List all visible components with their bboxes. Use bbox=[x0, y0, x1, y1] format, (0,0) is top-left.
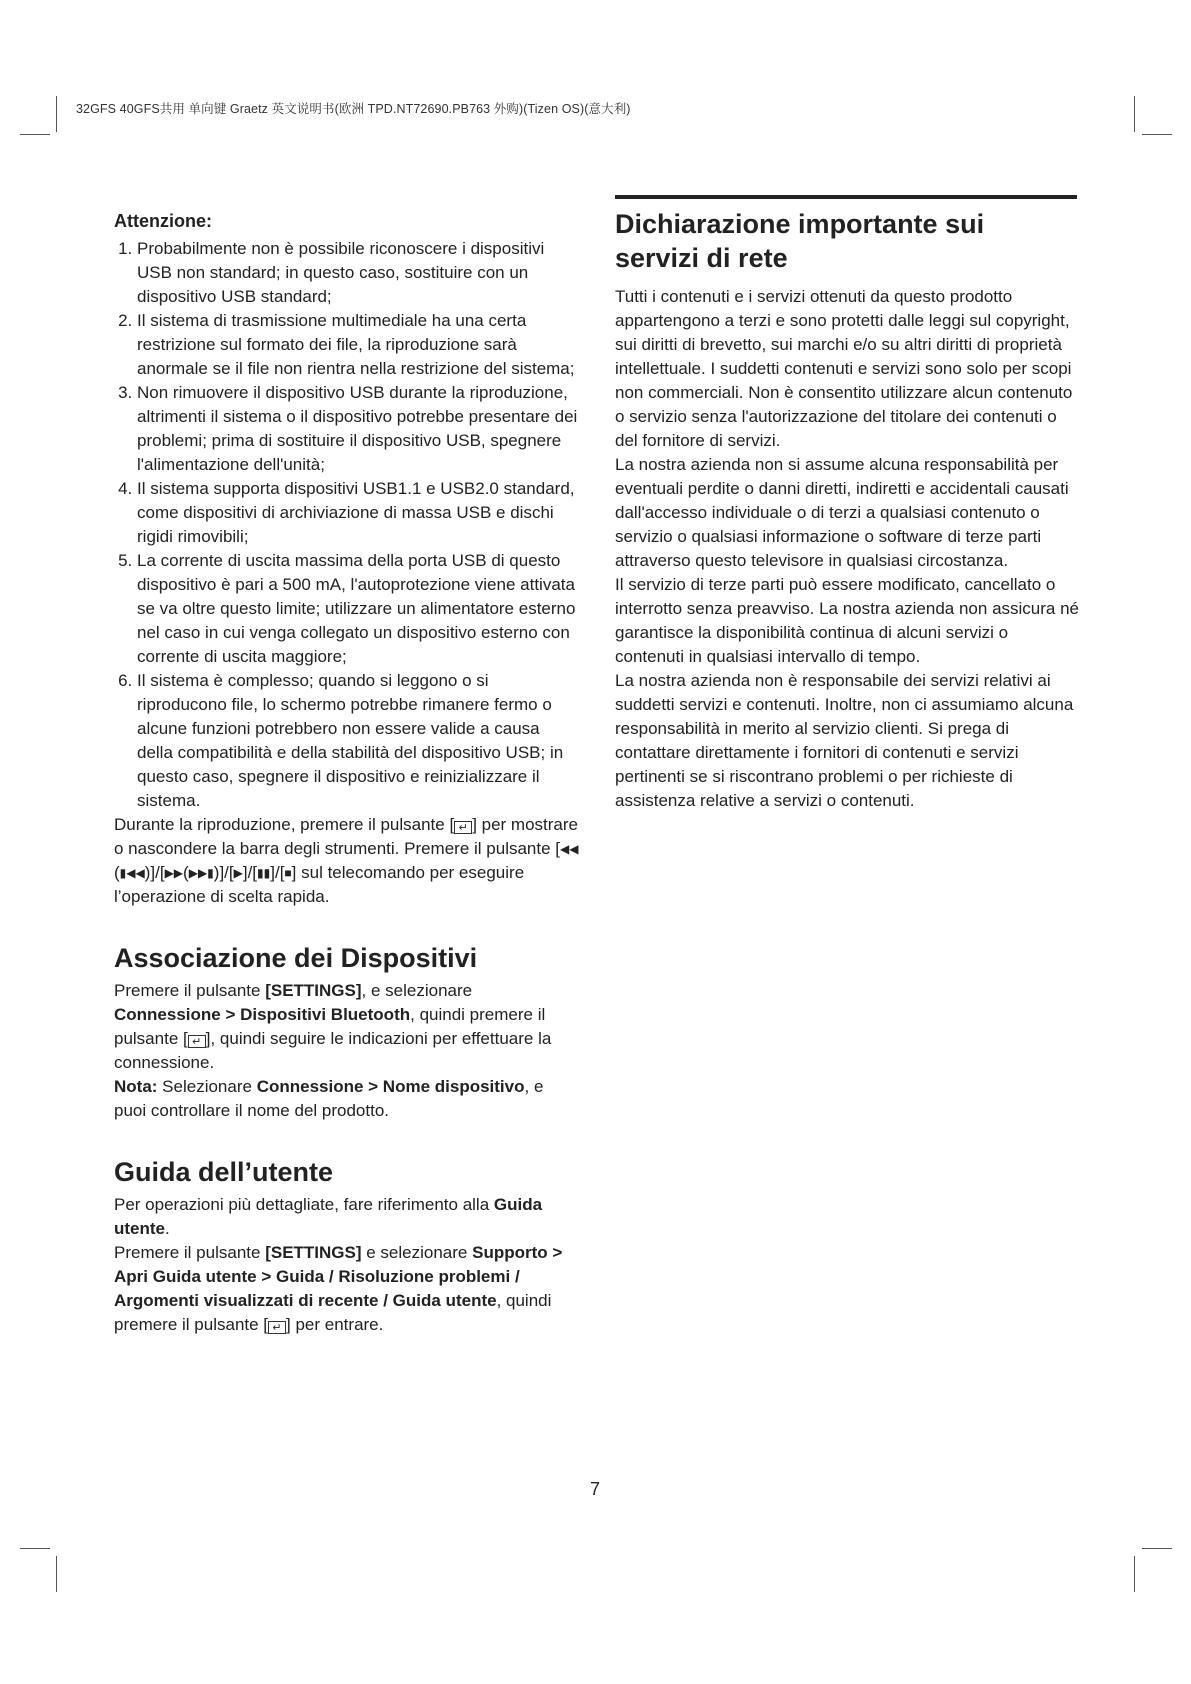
text-run: ], quindi seguire le indicazioni per effettuare la connessione. bbox=[114, 1029, 552, 1072]
text-run: ( bbox=[114, 863, 120, 882]
crop-mark bbox=[1142, 134, 1172, 135]
attention-title: Attenzione: bbox=[114, 211, 212, 231]
text-run: Nota: bbox=[114, 1077, 158, 1096]
left-column bbox=[114, 209, 580, 1337]
guide-instructions bbox=[114, 1241, 580, 1337]
guide-title: Guida dell’utente bbox=[114, 1157, 334, 1187]
list-item: 4. Il sistema supporta dispositivi USB1.1 e USB2.0 standard, come dispositivi di archiviazione di massa USB e dischi rigidi rimovibili; bbox=[137, 477, 580, 549]
text-run: )]/[ bbox=[213, 863, 234, 882]
crop-mark bbox=[20, 1548, 50, 1549]
text-run: ] per mostrare o nascondere la barra degli strumenti. Premere il pulsante [ bbox=[114, 815, 578, 858]
text-run: , e selezionare bbox=[361, 981, 473, 1000]
text-run: [SETTINGS] bbox=[265, 981, 362, 1000]
text-run: e selezionare bbox=[361, 1243, 473, 1262]
text-run: Connessione > Dispositivi Bluetooth bbox=[114, 1005, 411, 1024]
text-run: , quindi premere il pulsante [ bbox=[114, 1005, 546, 1048]
text-run: Premere il pulsante bbox=[114, 1243, 266, 1262]
network-services-title: Dichiarazione importante sui servizi di rete bbox=[615, 209, 985, 273]
text-run: ] sul telecomando per eseguire l’operazione di scelta rapida. bbox=[114, 863, 525, 906]
next-icon: ▶▶▮ bbox=[188, 866, 214, 880]
crop-mark bbox=[20, 134, 50, 135]
text-run: Per operazioni più dettagliate, fare riferimento alla bbox=[114, 1195, 494, 1214]
pairing-title: Associazione dei Dispositivi bbox=[114, 943, 478, 973]
fast-forward-icon: ▶▶ bbox=[164, 866, 184, 880]
crop-mark bbox=[1142, 1548, 1172, 1549]
crop-mark bbox=[1134, 1556, 1135, 1592]
section-rule bbox=[615, 195, 1077, 199]
paragraph: Il servizio di terze parti può essere modificato, cancellato o interrotto senza preavviso. La nostra azienda non assicura né garantisce la disponibilità continua di alcuni servizi o contenuti in qualsiasi intervallo di tempo. bbox=[615, 575, 1079, 666]
text-run: . bbox=[165, 1219, 170, 1238]
list-item: 2. Il sistema di trasmissione multimediale ha una certa restrizione sul formato dei file, la riproduzione sarà anormale se il file non rientra nella restrizione del sistema; bbox=[137, 309, 580, 381]
list-item: 5. La corrente di uscita massima della porta USB di questo dispositivo è pari a 500 mA, l'autoprotezione viene attivata se va oltre questo limite; utilizzare un alimentatore esterno nel caso in cui venga collegato un dispositivo esterno con corrente di uscita maggiore; bbox=[137, 549, 580, 669]
text-run: Premere il pulsante bbox=[114, 981, 266, 1000]
text-run: ]/[ bbox=[270, 863, 285, 882]
list-item: 3. Non rimuovere il dispositivo USB durante la riproduzione, altrimenti il sistema o il dispositivo potrebbe presentare dei problemi; prima di sostituire il dispositivo USB, spegnere l'alimentazione dell'unità; bbox=[137, 381, 580, 477]
text-run: )]/[ bbox=[144, 863, 165, 882]
text-run: Connessione > Nome dispositivo bbox=[256, 1077, 525, 1096]
enter-icon: ↵ bbox=[268, 1321, 286, 1334]
previous-icon: ▮◀◀ bbox=[119, 866, 145, 880]
rewind-icon: ◀◀ bbox=[560, 842, 579, 856]
playback-paragraph bbox=[114, 813, 580, 909]
text-run: ]/[ bbox=[242, 863, 258, 882]
right-column bbox=[615, 195, 1081, 813]
enter-icon: ↵ bbox=[188, 1035, 206, 1048]
text-run: Guida utente bbox=[114, 1195, 543, 1238]
pairing-paragraph bbox=[114, 979, 580, 1075]
paragraph: La nostra azienda non si assume alcuna responsabilità per eventuali perdite o danni diretti, indiretti e accidentali causati dall'accesso individuale o di terzi a qualsiasi contenuto o servizio o qualsiasi informazione o software di terze parti attraverso questo televisore in qualsiasi circostanza. bbox=[615, 455, 1069, 570]
text-run: ( bbox=[183, 863, 189, 882]
paragraph: La nostra azienda non è responsabile dei servizi relativi ai suddetti servizi e contenuti. Inoltre, non ci assumiamo alcuna responsabilità in merito al servizio clienti. Si prega di contattare direttamente i fornitori di contenuti e servizi pertinenti se si riscontrano problemi o per richieste di assistenza relative a servizi o contenuti. bbox=[615, 671, 1074, 810]
text-run: , quindi premere il pulsante [ bbox=[114, 1291, 552, 1334]
text-run: Selezionare bbox=[157, 1077, 257, 1096]
stop-icon: ■ bbox=[284, 866, 292, 880]
crop-mark bbox=[56, 96, 57, 132]
list-item: 1. Probabilmente non è possibile riconoscere i dispositivi USB non standard; in questo caso, sostituire con un dispositivo USB standard; bbox=[137, 237, 580, 309]
attention-list bbox=[114, 237, 580, 813]
text-run: [SETTINGS] bbox=[265, 1243, 362, 1262]
text-run: ] per entrare. bbox=[286, 1315, 384, 1334]
page-number: 7 bbox=[590, 1479, 601, 1499]
list-item: 6. Il sistema è complesso; quando si leggono o si riproducono file, lo schermo potrebbe rimanere fermo o alcune funzioni potrebbero non essere valide a causa della compatibilità e della stabilità del dispositivo USB; in questo caso, spegnere il dispositivo e reinizializzare il sistema. bbox=[137, 669, 580, 813]
crop-mark bbox=[56, 1556, 57, 1592]
text-run: , e puoi controllare il nome del prodotto. bbox=[114, 1077, 544, 1120]
text-run: Supporto > Apri Guida utente > Guida / Risoluzione problemi / Argomenti visualizzati di recente / Guida utente bbox=[114, 1243, 563, 1310]
pause-icon: ▮▮ bbox=[257, 866, 271, 880]
document-header: 32GFS 40GFS共用 单向键 Graetz 英文说明书(欧洲 TPD.NT72690.PB763 外购)(Tizen OS)(意大利) bbox=[76, 102, 631, 116]
text-run: Durante la riproduzione, premere il pulsante [ bbox=[114, 815, 455, 834]
crop-mark bbox=[1134, 96, 1135, 132]
pairing-note bbox=[114, 1075, 580, 1123]
enter-icon: ↵ bbox=[454, 821, 472, 834]
play-icon: ▶ bbox=[233, 866, 243, 880]
guide-paragraph bbox=[114, 1193, 580, 1241]
paragraph: Tutti i contenuti e i servizi ottenuti da questo prodotto appartengono a terzi e sono protetti dalle leggi sul copyright, sui diritti di brevetto, sui marchi e/o su altri diritti di proprietà intellettuale. I suddetti contenuti e servizi sono solo per scopi non commerciali. Non è consentito utilizzare alcun contenuto o servizio senza l'autorizzazione del titolare dei contenuti o del fornitore di servizi. bbox=[615, 287, 1073, 450]
